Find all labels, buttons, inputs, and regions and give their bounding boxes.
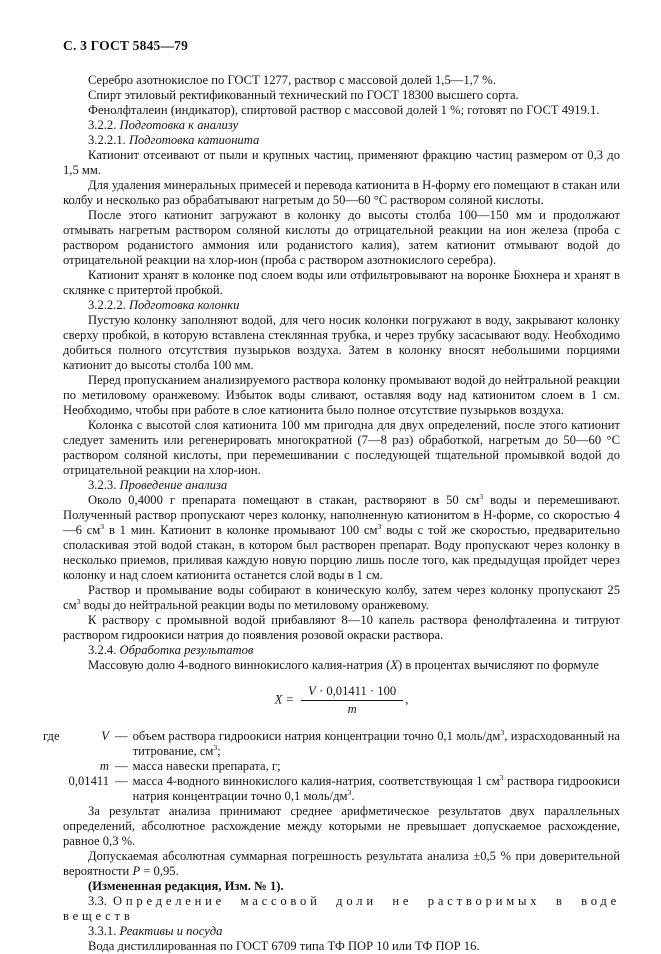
formula-denominator <box>301 701 403 717</box>
paragraph <box>63 658 620 673</box>
text-run: Колонка с высотой слоя катионита 100 мм пригодна для двух определений, после этого катионит следует заменить или регенерировать многократной (7—8 раз) обработкой, нагретым до 50—60 °С раствором соляной кислоты, при перемешивании с последующей тщательной промывкой водой до отрицательной реакции на хлор-ион. <box>63 418 620 477</box>
where-term-symbol: m <box>99 759 109 773</box>
text-run: Серебро азотнокислое по ГОСТ 1277, раствор с массовой долей 1,5—1,7 %. <box>88 73 496 87</box>
paragraph <box>63 73 620 88</box>
text-run: V <box>308 684 316 698</box>
text-run: 3 <box>500 727 505 737</box>
formula-lhs: X = <box>274 692 298 707</box>
text-run: Раствор и промывание воды собирают в коническую колбу, затем через колонку пропускают 25 см <box>63 583 620 612</box>
text-run: Проведение анализа <box>119 478 228 492</box>
where-description <box>133 774 620 804</box>
text-run: 3 <box>100 521 105 531</box>
formula-trailing-comma: , <box>405 692 409 707</box>
text-run: X <box>390 658 399 672</box>
text-run: 3 <box>377 521 382 531</box>
where-row <box>43 774 620 804</box>
where-list <box>43 729 620 804</box>
text-run: Подготовка колонки <box>128 298 240 312</box>
where-row <box>43 759 620 774</box>
paragraph <box>63 804 620 849</box>
text-run: За результат анализа принимают среднее арифметическое результатов двух параллельных определений, абсолютное расхождение между которыми не превышает допускаемое расхождение, равное 0,3 %. <box>63 804 620 848</box>
paragraph <box>63 939 620 954</box>
dash: — <box>115 774 128 788</box>
text-run: масса 4-водного виннокислого калия-натрия, соответствующая 1 см <box>132 774 500 788</box>
text-run: Пустую колонку заполняют водой, для чего носик колонки погружают в воду, закрывают колонку сверху пробкой, в которую вставлена стеклянная трубка, и через трубку засасывают воду. Необходимо добиться полного отсутствия пузырьков воздуха. Затем в колонку вносят небольшими порциями катионит до высоты столба 100 мм. <box>63 313 620 372</box>
text-run: Допускаемая абсолютная суммарная погрешность результата анализа ±0,5 % при доверительной вероятности <box>63 849 620 878</box>
paragraph <box>63 148 620 178</box>
text-run: 3.2.2. <box>88 118 120 132</box>
text-run: воды с той же скоростью, предварительно споласкивая этой водой стакан, в котором был растворен препарат. Воду пропускают через колонку в несколько приемов, приливая каждую новую порцию лишь после того, как предыдущая пройдет через колонку и над слоем катионита останется слой воды в 1 см. <box>63 523 620 582</box>
text-run: 3.2.2.1. <box>88 133 129 147</box>
document-content <box>43 73 620 954</box>
paragraph <box>63 583 620 613</box>
text-run: После этого катионит загружают в колонку до высоты столба 100—150 мм и продолжают отмывать нагретым раствором соляной кислоты до отрицательной реакции на ион железа (проба с раствором роданистого аммония или роданистого калия), затем катионит отмывают водой до отрицательной реакции на хлор-ион (проба с раствором азотнокислого серебра). <box>63 208 620 267</box>
formula-numerator <box>301 684 403 701</box>
where-lead: где <box>43 729 60 743</box>
text-run: 3.3.1. <box>88 924 120 938</box>
section-heading <box>63 924 620 939</box>
text-run: Около 0,4000 г препарата помещают в стакан, растворяют в 50 см <box>88 493 480 507</box>
paragraph <box>63 88 620 103</box>
text-run: Спирт этиловый ректификованный технический по ГОСТ 18300 высшего сорта. <box>88 88 519 102</box>
text-run: 3 <box>347 787 352 797</box>
text-run: , израсходованный на титрование, см <box>132 729 620 758</box>
text-run: Вода дистиллированная по ГОСТ 6709 типа ТФ ПОР 10 или ТФ ПОР 16. <box>88 939 480 953</box>
formula-fraction <box>301 684 403 717</box>
section-heading <box>63 643 620 658</box>
text-run: К раствору с промывной водой прибавляют 8—10 капель раствора фенолфталеина и титруют раствором гидроокиси натрия до появления розовой окраски раствора. <box>63 613 620 642</box>
text-run: Реактивы и посуда <box>119 924 223 938</box>
formula <box>63 684 620 717</box>
text-run: Катионит отсеивают от пыли и крупных частиц, применяют фракцию частиц размером от 0,3 до 1,5 мм. <box>63 148 620 177</box>
text-run: 3.2.2.2. <box>88 298 129 312</box>
where-term <box>43 774 109 804</box>
text-run: m <box>347 702 357 716</box>
section-heading <box>63 298 620 313</box>
section-heading <box>63 133 620 148</box>
paragraph <box>63 268 620 298</box>
paragraph <box>63 849 620 879</box>
where-row <box>43 729 620 759</box>
text-run: Массовую долю 4-водного виннокислого калия-натрия ( <box>88 658 391 672</box>
text-run: ) в процентах вычисляют по формуле <box>398 658 599 672</box>
paragraph <box>63 313 620 373</box>
text-run: в 1 мин. Катионит в колонке промывают 100 см <box>104 523 378 537</box>
dash: — <box>115 729 128 743</box>
paragraph <box>63 493 620 583</box>
text-run: Фенолфталеин (индикатор), спиртовой раствор с массовой долей 1 %; готовят по ГОСТ 4919.1. <box>88 103 600 117</box>
text-run: Перед пропусканием анализируемого раствора колонку промывают водой до нейтральной реакции по метиловому оранжевому. Избыток воды сливают, оставляя воду над катионитом слоем в 1 см. Необходимо, чтобы при работе в слое катионита было полное отсутствие пузырьков воздуха. <box>63 373 620 417</box>
text-run: Обработка результатов <box>119 643 254 657</box>
section-heading <box>63 118 620 133</box>
text-run: 3 <box>499 772 504 782</box>
paragraph <box>63 418 620 478</box>
dash: — <box>115 759 128 773</box>
text-run: . <box>351 789 355 803</box>
amendment-note <box>63 879 620 894</box>
text-run: = 0,95. <box>140 864 179 878</box>
text-run: Определение массовой доли не растворимых в воде веществ <box>63 894 620 923</box>
text-run: раствора гидроокиси натрия концентрации точно 0,1 моль/дм <box>132 774 620 803</box>
section-heading <box>63 478 620 493</box>
text-run: Подготовка к анализу <box>119 118 239 132</box>
text-run: Для удаления минеральных примесей и перевода катионита в Н-форму его помещают в стакан или колбу и несколько раз обрабатывают нагретым до 50—60 °С раствором соляной кислоты. <box>63 178 620 207</box>
paragraph <box>63 178 620 208</box>
text-run: 3 <box>479 491 484 501</box>
text-run: ; <box>217 744 221 758</box>
text-run: объем раствора гидроокиси натрия концентрации точно 0,1 моль/дм <box>132 729 501 743</box>
where-term-symbol: V <box>101 729 109 743</box>
text-run: 3.2.4. <box>88 643 120 657</box>
text-run: 3 <box>213 742 218 752</box>
where-term <box>43 729 109 759</box>
text-run: 3.2.3. <box>88 478 120 492</box>
where-term-symbol: 0,01411 <box>68 774 109 788</box>
text-run: масса навески препарата, г; <box>132 759 281 773</box>
text-run: 3.3. <box>88 894 113 908</box>
text-run: Катионит хранят в колонке под слоем воды или отфильтровывают на воронке Бюхнера и хранят в склянке с притертой пробкой. <box>63 268 620 297</box>
text-run: (Измененная редакция, Изм. № 1). <box>88 879 284 893</box>
text-run: Р <box>132 864 141 878</box>
text-run: Подготовка катионита <box>128 133 260 147</box>
where-description <box>133 729 620 759</box>
page-header: С. 3 ГОСТ 5845—79 <box>63 38 189 53</box>
where-description <box>133 759 620 774</box>
section-heading <box>63 894 620 924</box>
where-term <box>43 759 109 774</box>
paragraph <box>63 103 620 118</box>
paragraph <box>63 373 620 418</box>
text-run: · 0,01411 · 100 <box>315 684 397 698</box>
text-run: 3 <box>76 596 81 606</box>
paragraph <box>63 208 620 268</box>
text-run: воды до нейтральной реакции воды по метиловому оранжевому. <box>80 598 429 612</box>
text-run: воды и перемешивают. Полученный раствор пропускают через колонку, наполненную катионитом в Н-форме, со скоростью 4—6 см <box>63 493 620 537</box>
paragraph <box>63 613 620 643</box>
